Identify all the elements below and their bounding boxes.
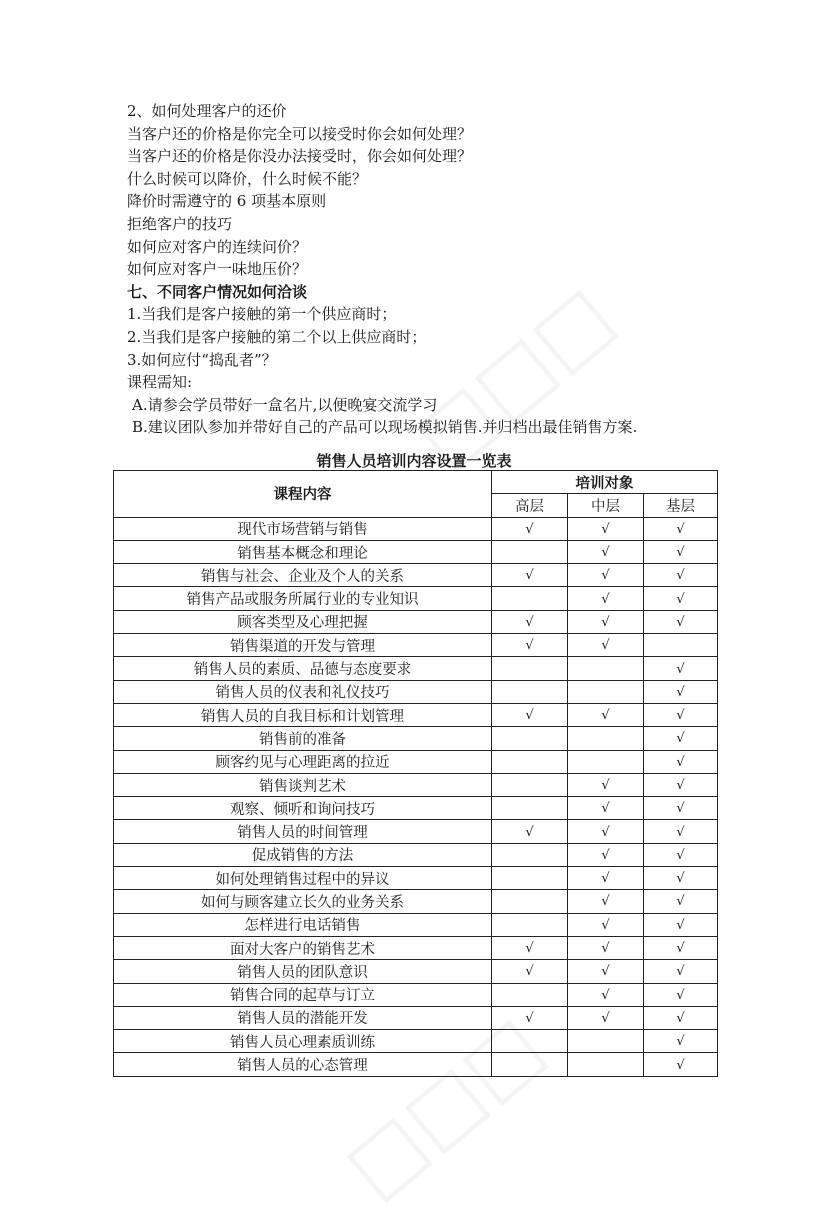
check-cell-senior	[492, 1030, 568, 1053]
check-mark: √	[676, 1034, 685, 1050]
table-row	[114, 983, 718, 1006]
course-name-cell: 销售谈判艺术	[114, 773, 492, 796]
table-row	[114, 913, 718, 936]
check-mark: √	[601, 708, 610, 724]
check-mark: √	[676, 801, 685, 817]
course-name-cell: 销售人员的潜能开发	[114, 1006, 492, 1029]
check-mark: √	[676, 871, 685, 887]
check-cell-middle	[568, 1030, 644, 1053]
course-name-cell: 销售人员的素质、品德与态度要求	[114, 657, 492, 680]
check-mark: √	[525, 824, 534, 840]
check-cell-middle	[568, 634, 644, 657]
table-row	[114, 867, 718, 890]
check-mark: √	[601, 1010, 610, 1026]
course-name-cell: 销售前的准备	[114, 727, 492, 750]
check-mark: √	[676, 545, 685, 561]
course-name-cell: 如何处理销售过程中的异议	[114, 867, 492, 890]
text-line: 什么时候可以降价，什么时候不能？	[127, 169, 368, 188]
check-cell-middle	[568, 797, 644, 820]
check-cell-base	[644, 517, 718, 540]
check-cell-base	[644, 867, 718, 890]
table-row	[114, 703, 718, 726]
check-mark: √	[601, 614, 610, 630]
check-mark: √	[676, 661, 685, 677]
header-training-target: 培训对象	[492, 471, 718, 494]
check-cell-middle	[568, 820, 644, 843]
check-cell-middle	[568, 703, 644, 726]
course-name-cell: 顾客类型及心理把握	[114, 610, 492, 633]
check-cell-senior	[492, 540, 568, 563]
check-mark: √	[676, 568, 685, 584]
check-cell-base	[644, 750, 718, 773]
check-cell-base	[644, 634, 718, 657]
course-name-cell: 销售人员的团队意识	[114, 960, 492, 983]
check-cell-middle	[568, 727, 644, 750]
check-cell-base	[644, 610, 718, 633]
check-cell-middle	[568, 610, 644, 633]
table-row	[114, 680, 718, 703]
text-line: B.建议团队参加并带好自己的产品可以现场模拟销售.并归档出最佳销售方案.	[132, 418, 638, 437]
check-mark: √	[676, 591, 685, 607]
check-cell-base	[644, 890, 718, 913]
check-cell-senior	[492, 727, 568, 750]
text-line: 如何应对客户一味地压价？	[127, 260, 308, 279]
check-cell-senior	[492, 610, 568, 633]
check-mark: √	[676, 614, 685, 630]
check-cell-base	[644, 680, 718, 703]
course-name-cell: 销售人员的自我目标和计划管理	[114, 703, 492, 726]
check-mark: √	[601, 545, 610, 561]
header-course-content: 课程内容	[114, 471, 492, 518]
check-mark: √	[525, 638, 534, 654]
check-mark: √	[676, 987, 685, 1003]
training-content-table	[113, 470, 718, 1077]
check-mark: √	[601, 801, 610, 817]
check-mark: √	[525, 568, 534, 584]
check-cell-base	[644, 564, 718, 587]
check-cell-senior	[492, 1006, 568, 1029]
check-mark: √	[676, 521, 685, 537]
check-mark: √	[676, 847, 685, 863]
check-cell-senior	[492, 1053, 568, 1076]
check-cell-middle	[568, 867, 644, 890]
course-name-cell: 现代市场营销与销售	[114, 517, 492, 540]
section-heading: 七、不同客户情况如何洽谈	[127, 282, 308, 301]
check-cell-middle	[568, 517, 644, 540]
text-line: A.请参会学员带好一盒名片,以便晚宴交流学习	[132, 395, 438, 414]
table-row	[114, 657, 718, 680]
check-cell-senior	[492, 634, 568, 657]
course-name-cell: 顾客约见与心理距离的拉近	[114, 750, 492, 773]
check-cell-middle	[568, 983, 644, 1006]
table-row	[114, 610, 718, 633]
check-mark: √	[676, 1010, 685, 1026]
check-cell-senior	[492, 587, 568, 610]
check-cell-base	[644, 773, 718, 796]
check-mark: √	[676, 894, 685, 910]
table-row	[114, 540, 718, 563]
check-cell-base	[644, 983, 718, 1006]
text-line: 当客户还的价格是你完全可以接受时你会如何处理？	[127, 124, 473, 143]
check-cell-base	[644, 657, 718, 680]
check-cell-senior	[492, 936, 568, 959]
check-cell-middle	[568, 773, 644, 796]
check-cell-middle	[568, 680, 644, 703]
check-mark: √	[676, 964, 685, 980]
check-cell-base	[644, 843, 718, 866]
check-mark: √	[676, 941, 685, 957]
header-level-base: 基层	[644, 494, 718, 517]
check-mark: √	[525, 614, 534, 630]
text-line: 如何应对客户的连续问价？	[127, 237, 308, 256]
check-mark: √	[601, 964, 610, 980]
check-mark: √	[525, 941, 534, 957]
check-cell-senior	[492, 867, 568, 890]
header-level-senior: 高层	[492, 494, 568, 517]
check-cell-middle	[568, 936, 644, 959]
table-row	[114, 960, 718, 983]
text-line: 1.当我们是客户接触的第一个供应商时；	[127, 305, 397, 324]
course-name-cell: 如何与顾客建立长久的业务关系	[114, 890, 492, 913]
check-mark: √	[676, 778, 685, 793]
table-row	[114, 587, 718, 610]
course-name-cell: 怎样进行电话销售	[114, 913, 492, 936]
check-cell-base	[644, 913, 718, 936]
check-mark: √	[676, 917, 685, 933]
check-mark: √	[601, 917, 610, 933]
table-row	[114, 890, 718, 913]
check-cell-senior	[492, 773, 568, 796]
check-mark: √	[525, 521, 534, 537]
course-name-cell: 销售人员的时间管理	[114, 820, 492, 843]
text-line: 2、如何处理客户的还价	[127, 102, 287, 120]
table-row	[114, 564, 718, 587]
table-row	[114, 843, 718, 866]
check-cell-senior	[492, 657, 568, 680]
check-cell-base	[644, 727, 718, 750]
check-cell-senior	[492, 890, 568, 913]
table-row	[114, 1006, 718, 1029]
check-cell-base	[644, 1030, 718, 1053]
check-cell-base	[644, 1053, 718, 1076]
check-mark: √	[676, 1057, 685, 1073]
check-mark: √	[525, 964, 534, 980]
check-cell-senior	[492, 913, 568, 936]
check-cell-senior	[492, 820, 568, 843]
check-cell-base	[644, 1006, 718, 1029]
course-name-cell: 销售与社会、企业及个人的关系	[114, 564, 492, 587]
check-cell-senior	[492, 843, 568, 866]
check-cell-middle	[568, 1006, 644, 1029]
check-mark: √	[601, 638, 610, 654]
check-mark: √	[601, 871, 610, 887]
header-level-middle: 中层	[568, 494, 644, 517]
check-mark: √	[601, 847, 610, 863]
table-row	[114, 750, 718, 773]
check-mark: √	[525, 1010, 534, 1026]
course-name-cell: 销售渠道的开发与管理	[114, 634, 492, 657]
check-cell-middle	[568, 564, 644, 587]
check-mark: √	[676, 684, 685, 700]
table-row	[114, 773, 718, 796]
check-cell-senior	[492, 517, 568, 540]
check-cell-base	[644, 540, 718, 563]
check-cell-middle	[568, 1053, 644, 1076]
check-cell-middle	[568, 540, 644, 563]
course-name-cell: 销售人员的心态管理	[114, 1053, 492, 1076]
check-mark: √	[601, 778, 610, 793]
text-line: 2.当我们是客户接触的第二个以上供应商时；	[127, 327, 427, 346]
table-row	[114, 1053, 718, 1076]
text-line: 3.如何应付“捣乱者”？	[127, 350, 277, 369]
check-cell-middle	[568, 890, 644, 913]
check-cell-senior	[492, 983, 568, 1006]
table-row	[114, 634, 718, 657]
check-cell-senior	[492, 564, 568, 587]
check-cell-middle	[568, 657, 644, 680]
course-name-cell: 促成销售的方法	[114, 843, 492, 866]
check-cell-middle	[568, 587, 644, 610]
check-cell-senior	[492, 680, 568, 703]
body-text	[127, 100, 747, 439]
check-mark: √	[601, 521, 610, 537]
check-mark: √	[601, 894, 610, 910]
check-cell-base	[644, 797, 718, 820]
check-cell-middle	[568, 960, 644, 983]
course-name-cell: 销售基本概念和理论	[114, 540, 492, 563]
table-row	[114, 727, 718, 750]
check-cell-base	[644, 936, 718, 959]
check-cell-base	[644, 703, 718, 726]
text-line: 降价时需遵守的 6 项基本原则	[127, 192, 327, 211]
check-cell-senior	[492, 960, 568, 983]
check-cell-senior	[492, 797, 568, 820]
check-mark: √	[676, 824, 685, 840]
check-cell-middle	[568, 913, 644, 936]
check-mark: √	[601, 591, 610, 607]
check-mark: √	[676, 708, 685, 724]
check-cell-middle	[568, 750, 644, 773]
course-name-cell: 观察、倾听和询问技巧	[114, 797, 492, 820]
check-mark: √	[525, 708, 534, 724]
table-row	[114, 1030, 718, 1053]
course-name-cell: 销售人员的仪表和礼仪技巧	[114, 680, 492, 703]
check-mark: √	[601, 568, 610, 584]
text-line: 当客户还的价格是你没办法接受时，你会如何处理？	[127, 147, 473, 166]
check-cell-base	[644, 587, 718, 610]
text-line: 课程需知:	[127, 373, 193, 392]
table-row	[114, 936, 718, 959]
course-name-cell: 面对大客户的销售艺术	[114, 936, 492, 959]
course-name-cell: 销售产品或服务所属行业的专业知识	[114, 587, 492, 610]
check-mark: √	[676, 754, 685, 770]
course-name-cell: 销售人员心理素质训练	[114, 1030, 492, 1053]
course-name-cell: 销售合同的起草与订立	[114, 983, 492, 1006]
check-mark: √	[601, 941, 610, 957]
table-row	[114, 797, 718, 820]
table-body	[114, 517, 718, 1076]
check-cell-base	[644, 960, 718, 983]
check-mark: √	[601, 824, 610, 840]
check-cell-base	[644, 820, 718, 843]
check-cell-senior	[492, 750, 568, 773]
check-cell-senior	[492, 703, 568, 726]
check-mark: √	[601, 987, 610, 1003]
table-title: 销售人员培训内容设置一览表	[316, 452, 512, 470]
check-mark: √	[676, 731, 685, 747]
text-line: 拒绝客户的技巧	[127, 214, 233, 233]
check-cell-middle	[568, 843, 644, 866]
table-row	[114, 517, 718, 540]
table-row	[114, 820, 718, 843]
